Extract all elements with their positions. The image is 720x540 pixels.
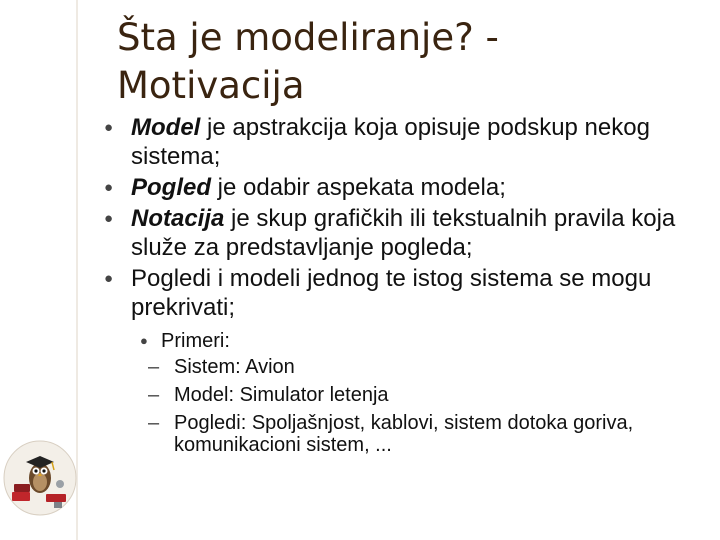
bullet-pogledi: [104, 264, 704, 322]
example-text: Pogledi: Spoljašnjost, kablovi, sistem dotoka goriva, komunikacioni sistem, ...: [174, 412, 634, 456]
bullet-notacija: [104, 204, 704, 262]
bullet-text: je odabir aspekata modela;: [211, 174, 506, 201]
bullet-dot-icon: ●: [104, 119, 114, 136]
sub-bullet-text: Primeri:: [161, 330, 230, 352]
title-line-1: Šta je modeliranje? -: [117, 16, 499, 59]
example-text: Model: Simulator letenja: [174, 384, 389, 406]
bullet-text: Pogledi i modeli jednog te istog sistema se mogu prekrivati;: [131, 265, 652, 321]
main-bullet-list: [104, 113, 704, 324]
example-item: [148, 356, 688, 378]
bullet-dot-icon: ●: [104, 179, 114, 196]
dash-icon: –: [148, 384, 160, 406]
example-list: [148, 356, 688, 462]
example-item: [148, 412, 688, 456]
bullet-dot-icon: ●: [104, 270, 114, 287]
bullet-text: je apstrakcija koja opisuje podskup nekog sistema;: [131, 114, 650, 170]
graduation-owl-clipart: [2, 438, 78, 518]
bullet-dot-icon: ●: [140, 333, 148, 348]
bullet-pogled: [104, 173, 704, 202]
bullet-term: Model: [131, 114, 201, 141]
example-text: Sistem: Avion: [174, 356, 295, 378]
title-line-2: Motivacija: [117, 64, 305, 107]
slide-title: [117, 14, 677, 110]
bullet-term: Notacija: [131, 205, 225, 232]
bullet-model: [104, 113, 704, 171]
dash-icon: –: [148, 356, 160, 378]
sub-bullet-list: [140, 328, 680, 354]
example-item: [148, 384, 688, 406]
sub-bullet-primeri: [140, 328, 680, 354]
bullet-text: je skup grafičkih ili tekstualnih pravila koja služe za predstavljanje pogleda;: [131, 205, 676, 261]
bullet-dot-icon: ●: [104, 210, 114, 227]
bullet-term: Pogled: [131, 174, 212, 201]
dash-icon: –: [148, 412, 160, 434]
